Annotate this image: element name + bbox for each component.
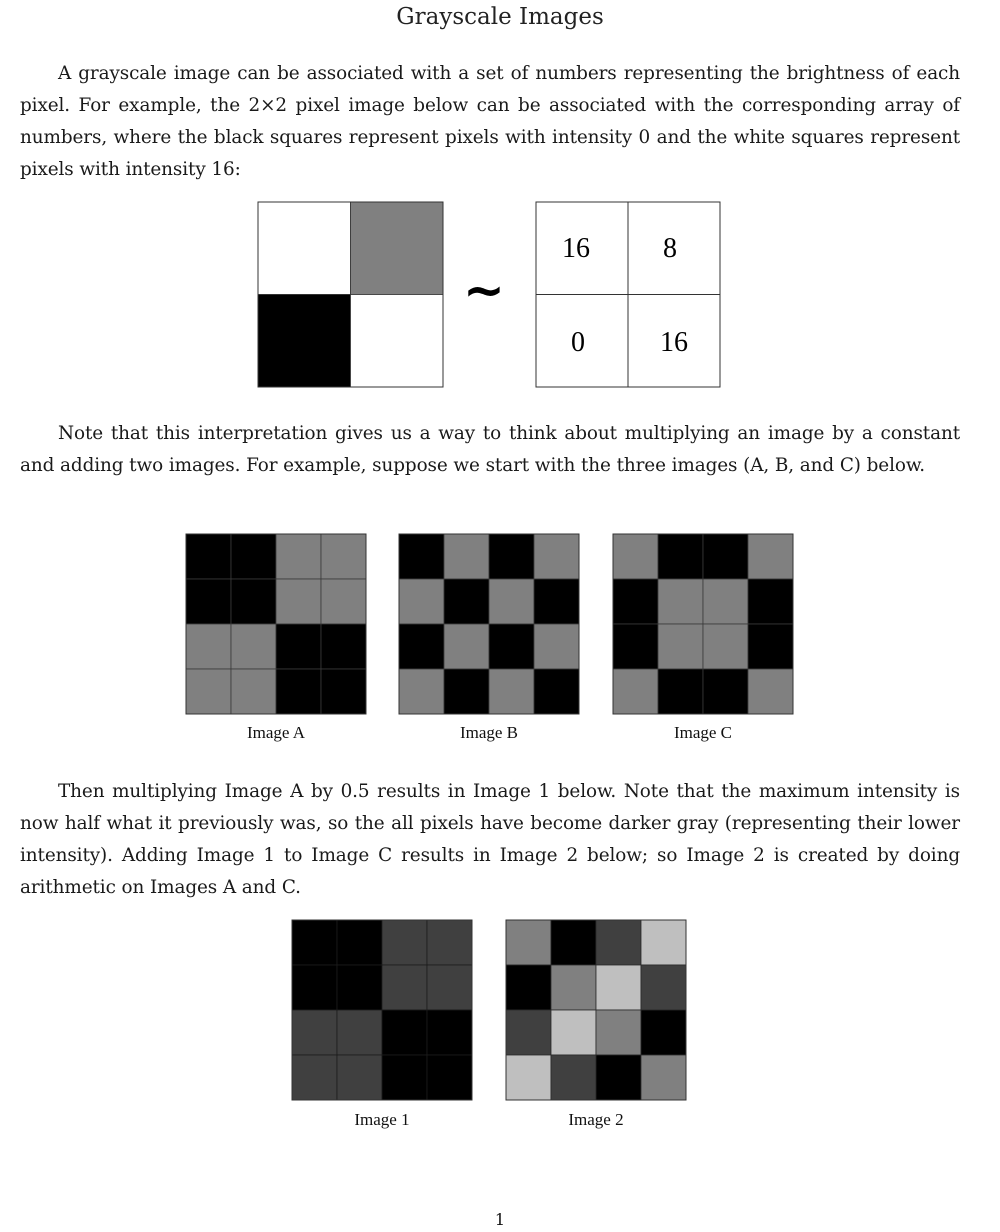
pixel-cell — [399, 579, 444, 624]
grid-cell-value: 8 — [663, 233, 677, 264]
example-number-grid — [536, 202, 720, 387]
pixel-cell — [444, 669, 489, 714]
pixel-cell — [292, 920, 337, 965]
grid-cell-value: 16 — [562, 233, 590, 264]
pixel-cell — [613, 579, 658, 624]
pixel-cell — [551, 1010, 596, 1055]
pixel-cell — [506, 1055, 551, 1100]
pixel-cell — [337, 1010, 382, 1055]
pixel-cell — [258, 202, 351, 295]
pixel-cell — [551, 920, 596, 965]
pixel-cell — [427, 1010, 472, 1055]
pixel-cell — [658, 669, 703, 714]
pixel-cell — [596, 1010, 641, 1055]
pixel-cell — [186, 534, 231, 579]
pixel-cell — [276, 669, 321, 714]
caption-image-c: Image C — [673, 723, 733, 742]
grid-cell-value: 16 — [660, 327, 688, 358]
pixel-cell — [534, 624, 579, 669]
similar-symbol: ~ — [463, 261, 505, 319]
pixel-cell — [382, 1010, 427, 1055]
operations-paragraph: Note that this interpretation gives us a way to think about multiplying an image by a constant and adding two images. For example, suppose we start with the three images (A, B, and C) below. — [20, 423, 960, 476]
pixel-cell — [321, 579, 366, 624]
pixel-cell — [703, 579, 748, 624]
pixel-cell — [276, 624, 321, 669]
pixel-cell — [444, 579, 489, 624]
pixel-cell — [444, 624, 489, 669]
pixel-cell — [613, 534, 658, 579]
caption-image-2: Image 2 — [568, 1110, 624, 1129]
image-a — [186, 534, 366, 714]
pixel-cell — [231, 624, 276, 669]
pixel-cell — [613, 669, 658, 714]
image-2 — [506, 920, 686, 1100]
pixel-cell — [337, 1055, 382, 1100]
pixel-cell — [703, 534, 748, 579]
pixel-cell — [748, 579, 793, 624]
pixel-cell — [382, 1055, 427, 1100]
pixel-cell — [506, 920, 551, 965]
pixel-cell — [337, 920, 382, 965]
example-image — [258, 202, 443, 387]
image-b — [399, 534, 579, 714]
caption-image-b: Image B — [459, 723, 519, 742]
pixel-cell — [489, 669, 534, 714]
pixel-cell — [337, 965, 382, 1010]
pixel-cell — [596, 1055, 641, 1100]
page-title: Grayscale Images — [396, 4, 604, 30]
pixel-cell — [534, 669, 579, 714]
pixel-cell — [444, 534, 489, 579]
pixel-cell — [506, 1010, 551, 1055]
image-1 — [292, 920, 472, 1100]
intro-paragraph: A grayscale image can be associated with a set of numbers representing the brightness of each pixel. For example, the 2×2 pixel image below can be associated with the corresponding array of numbers, where the black squares represent pixels with intensity 0 and the white squares represent pixels with intensity 16: — [20, 63, 960, 180]
pixel-cell — [613, 624, 658, 669]
arithmetic-paragraph: Then multiplying Image A by 0.5 results in Image 1 below. Note that the maximum intensity is now half what it previously was, so the all pixels have become darker gray (representing their lower intensity). Adding Image 1 to Image C results in Image 2 below; so Image 2 is created by doing arithmetic on Images A and C. — [20, 781, 960, 898]
pixel-cell — [231, 669, 276, 714]
page-number: 1 — [494, 1210, 506, 1229]
pixel-cell — [596, 920, 641, 965]
pixel-cell — [321, 624, 366, 669]
pixel-cell — [658, 579, 703, 624]
pixel-cell — [641, 1010, 686, 1055]
pixel-cell — [596, 965, 641, 1010]
pixel-cell — [551, 965, 596, 1010]
pixel-cell — [186, 624, 231, 669]
pixel-cell — [351, 202, 444, 295]
pixel-cell — [703, 624, 748, 669]
pixel-cell — [748, 669, 793, 714]
pixel-cell — [399, 669, 444, 714]
pixel-cell — [186, 579, 231, 624]
pixel-cell — [276, 579, 321, 624]
pixel-cell — [382, 965, 427, 1010]
pixel-cell — [399, 624, 444, 669]
pixel-cell — [382, 920, 427, 965]
pixel-cell — [258, 295, 351, 388]
pixel-cell — [427, 965, 472, 1010]
grid-cell-value: 0 — [571, 327, 585, 358]
pixel-cell — [658, 624, 703, 669]
pixel-cell — [321, 534, 366, 579]
pixel-cell — [351, 295, 444, 388]
pixel-cell — [641, 965, 686, 1010]
pixel-cell — [748, 624, 793, 669]
pixel-cell — [641, 1055, 686, 1100]
pixel-cell — [489, 624, 534, 669]
pixel-cell — [534, 534, 579, 579]
pixel-cell — [703, 669, 748, 714]
pixel-cell — [399, 534, 444, 579]
pixel-cell — [658, 534, 703, 579]
pixel-cell — [489, 579, 534, 624]
image-c — [613, 534, 793, 714]
pixel-cell — [292, 1010, 337, 1055]
pixel-cell — [489, 534, 534, 579]
pixel-cell — [427, 1055, 472, 1100]
caption-image-1: Image 1 — [354, 1110, 410, 1129]
pixel-cell — [231, 534, 276, 579]
pixel-cell — [321, 669, 366, 714]
pixel-cell — [534, 579, 579, 624]
caption-image-a: Image A — [246, 723, 306, 742]
pixel-cell — [506, 965, 551, 1010]
pixel-cell — [231, 579, 276, 624]
pixel-cell — [292, 965, 337, 1010]
pixel-cell — [186, 669, 231, 714]
pixel-cell — [292, 1055, 337, 1100]
pixel-cell — [748, 534, 793, 579]
pixel-cell — [427, 920, 472, 965]
pixel-cell — [641, 920, 686, 965]
pixel-cell — [551, 1055, 596, 1100]
pixel-cell — [276, 534, 321, 579]
